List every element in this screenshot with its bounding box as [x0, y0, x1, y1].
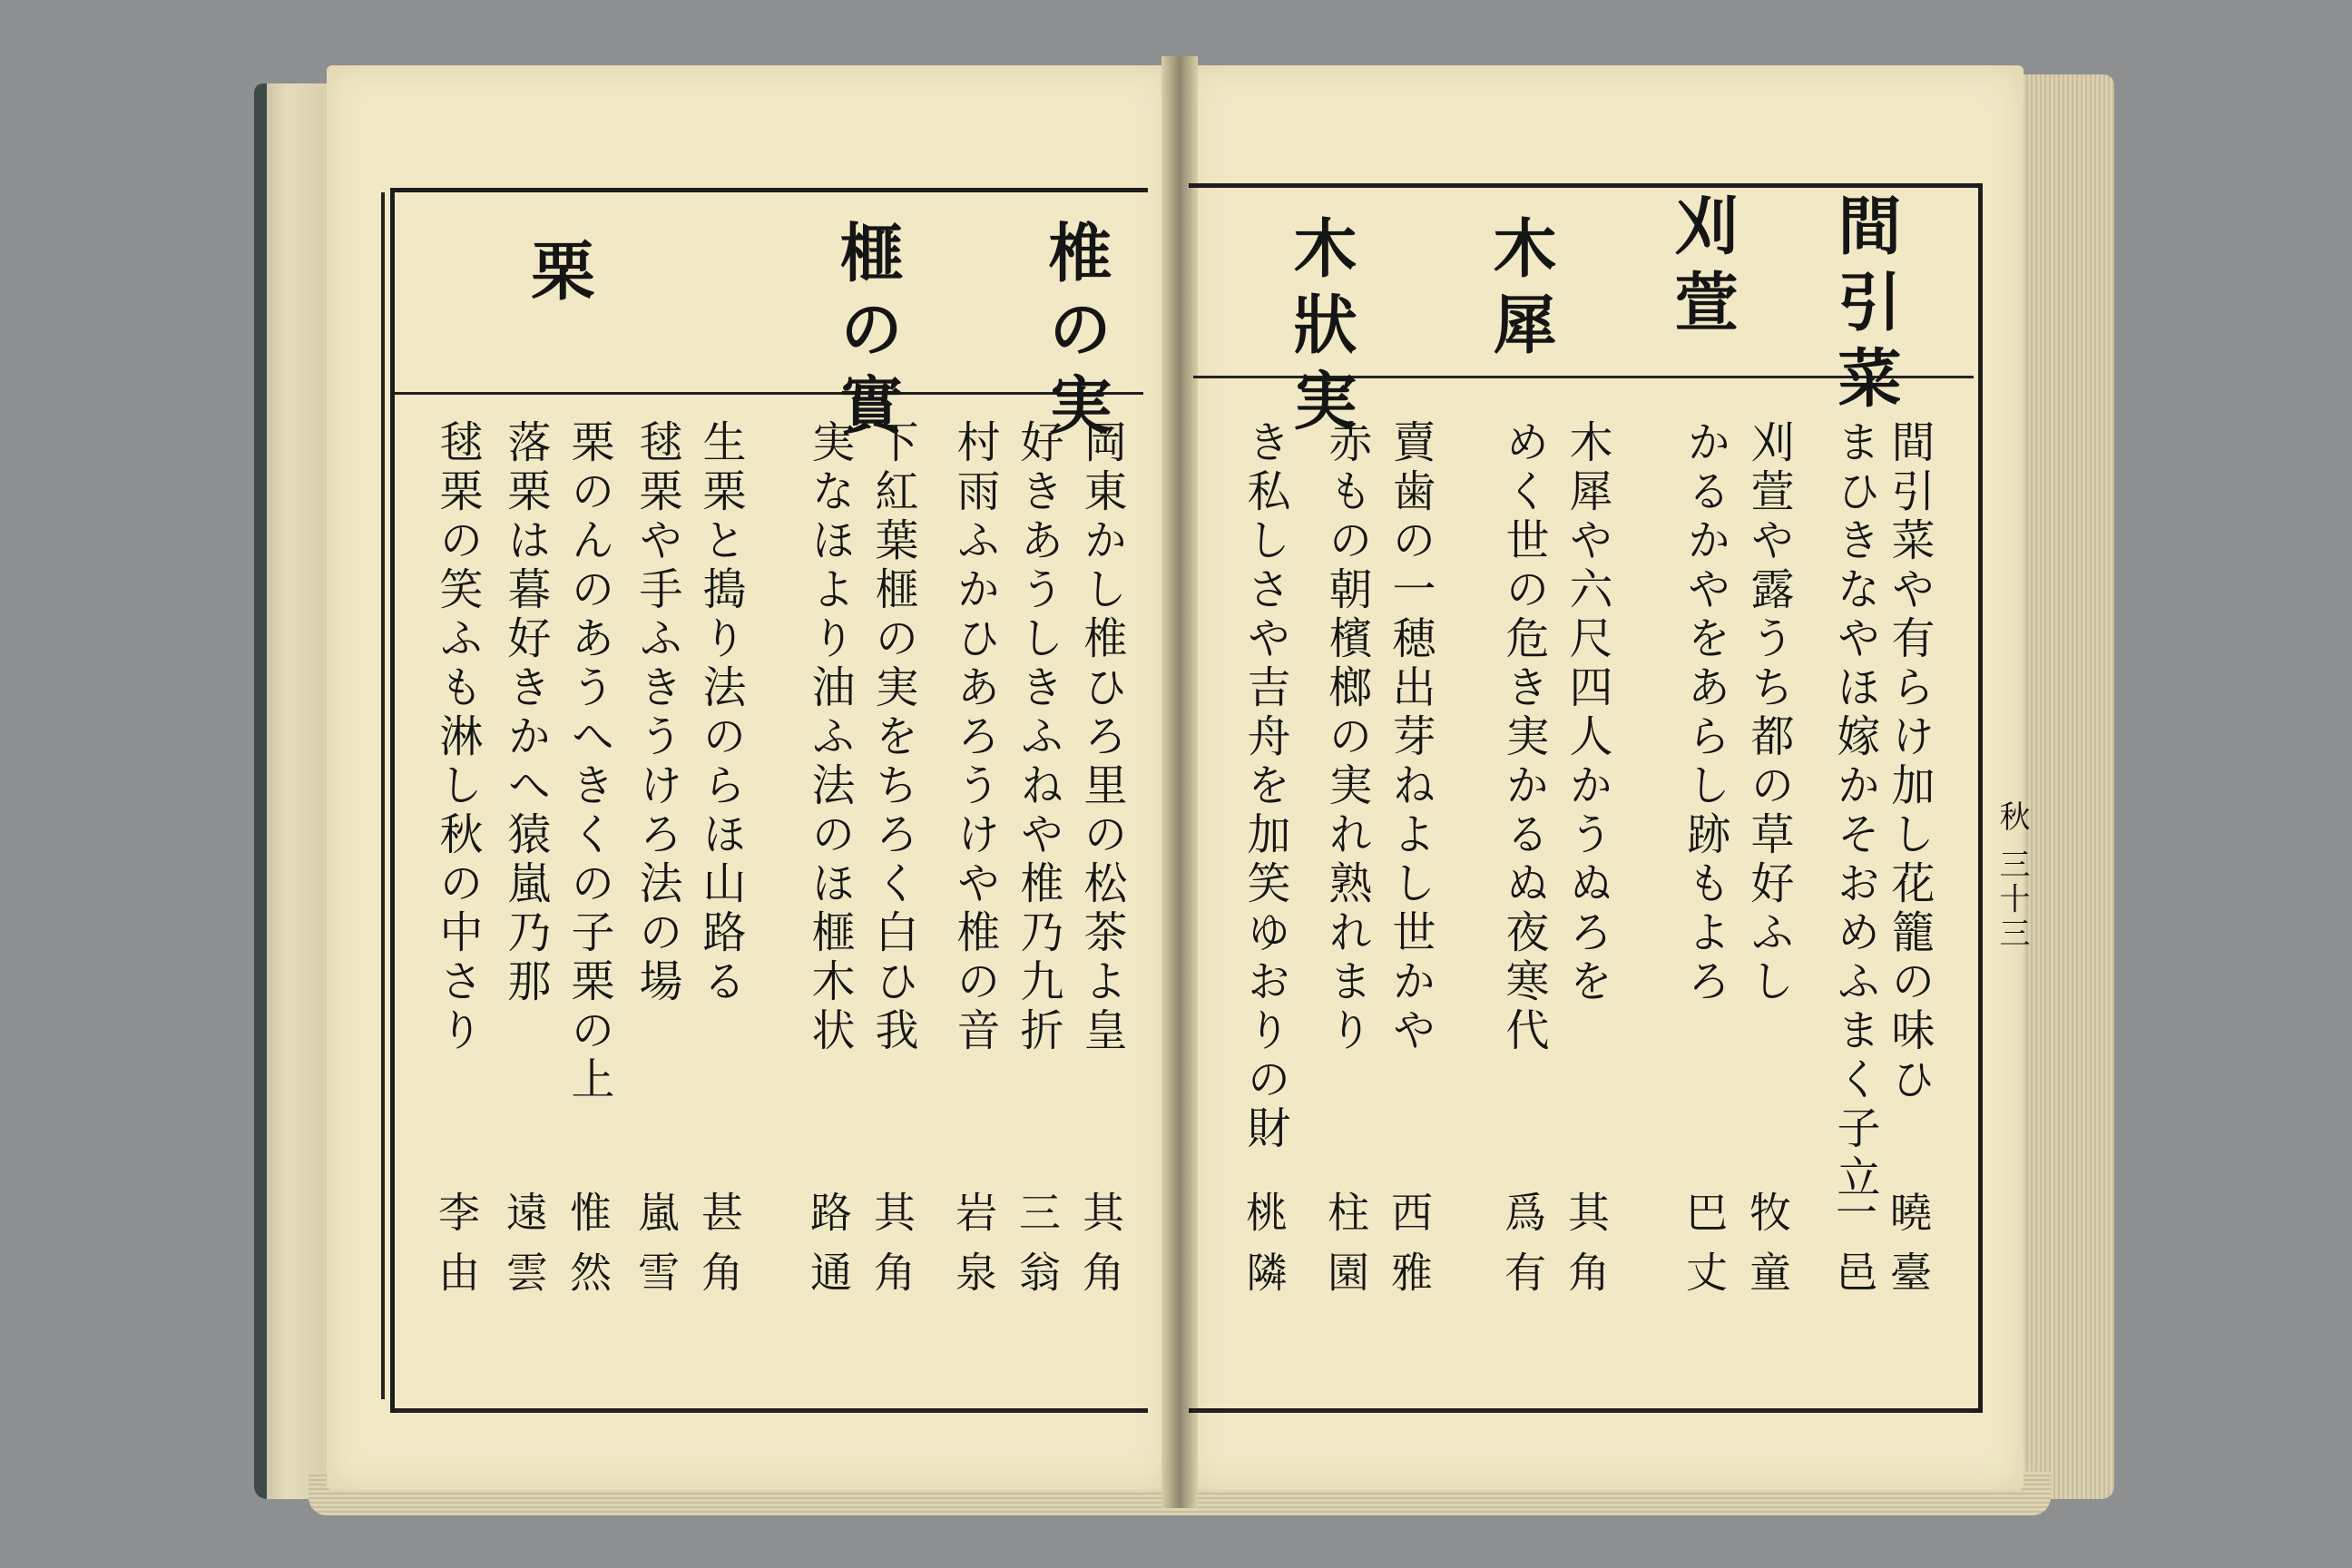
verse: かるかやをあらし跡もよろ	[1680, 419, 1730, 1007]
folio-number: 秋 三十三	[1994, 800, 2030, 952]
verse-author: 岩泉	[949, 1191, 998, 1310]
verse: 村雨ふかひあろうけや椎の音	[949, 419, 1000, 1056]
verse-author: 西雅	[1385, 1191, 1434, 1310]
verse: 毬栗や手ふきうけろ法の場	[632, 419, 682, 1007]
verse: まひきなやほ嫁かそおめふまく子立	[1829, 419, 1880, 1203]
verse-author: 爲有	[1498, 1191, 1547, 1310]
verse-author: 其角	[1076, 1191, 1125, 1310]
verse: 岡東かし椎ひろ里の松茶よ皇	[1076, 419, 1127, 1056]
verse: 生栗と搗り法のらほ山路る	[695, 419, 746, 1007]
verse-author: 路通	[804, 1191, 853, 1310]
heading-shii-no-mi: 椎の実	[1038, 220, 1113, 448]
verse: 栗のんのあうへきくの子栗の上	[564, 419, 614, 1105]
verse-author: 遠雲	[500, 1191, 549, 1310]
verse-author: 嵐雪	[632, 1191, 681, 1310]
right-bottom-rule	[1193, 1410, 1974, 1413]
verse: 好きあうしきふねや椎乃九折	[1013, 419, 1063, 1056]
left-outer-rule	[381, 192, 385, 1399]
heading-karukaya: 刈萱	[1664, 192, 1740, 345]
verse: き私しさや吉舟を加笑ゆおりの財	[1240, 419, 1290, 1154]
book-spine-edge	[254, 83, 336, 1499]
page-block-edge	[2014, 74, 2114, 1499]
verse-author: 牧童	[1743, 1191, 1792, 1310]
verse-author: 曉臺	[1884, 1191, 1933, 1310]
open-book	[254, 56, 2114, 1519]
verse: 落栗は暮好きかへ猿嵐乃那	[500, 419, 551, 1007]
verse-author: 柱園	[1321, 1191, 1370, 1310]
heading-kaya-no-mi: 榧の實	[829, 220, 905, 448]
heading-kinomi: 木狀実	[1283, 215, 1358, 444]
verse-author: 甚角	[695, 1191, 744, 1310]
verse: 賣歯の一穂出芽ねよし世かや	[1385, 419, 1436, 1056]
verse: 木犀や六尺四人かうぬろを	[1562, 419, 1612, 1007]
heading-mabikina: 間引菜	[1828, 192, 1903, 421]
verse-author: 巴丈	[1680, 1191, 1729, 1310]
heading-kuri: 栗	[521, 238, 596, 314]
verse: めく世の危き実かるぬ夜寒代	[1498, 419, 1549, 1056]
verse-author: 其角	[1562, 1191, 1611, 1310]
verse: 間引菜や有らけ加し花籠の味ひ	[1884, 419, 1935, 1105]
verse-author: 李由	[432, 1191, 481, 1310]
left-header-rule	[395, 392, 1143, 395]
verse-author: 三翁	[1013, 1191, 1062, 1310]
verse-author: 惟然	[564, 1191, 612, 1310]
verse-author: 一邑	[1829, 1191, 1878, 1310]
verse-author: 其角	[867, 1191, 916, 1310]
verse: 刈萱や露うち都の草好ふし	[1743, 419, 1794, 1007]
verse: 毬栗の笑ふも淋し秋の中さり	[432, 419, 483, 1056]
verse: 実なほより油ふ法のほ榧木状	[804, 419, 855, 1056]
verse-author: 桃隣	[1240, 1191, 1289, 1310]
left-bottom-rule	[395, 1410, 1143, 1413]
verse: 赤もの朝檳榔の実れ熟れまり	[1321, 419, 1372, 1056]
verse: 下紅葉榧の実をちろく白ひ我	[867, 419, 918, 1056]
heading-mokusei: 木犀	[1483, 215, 1558, 368]
